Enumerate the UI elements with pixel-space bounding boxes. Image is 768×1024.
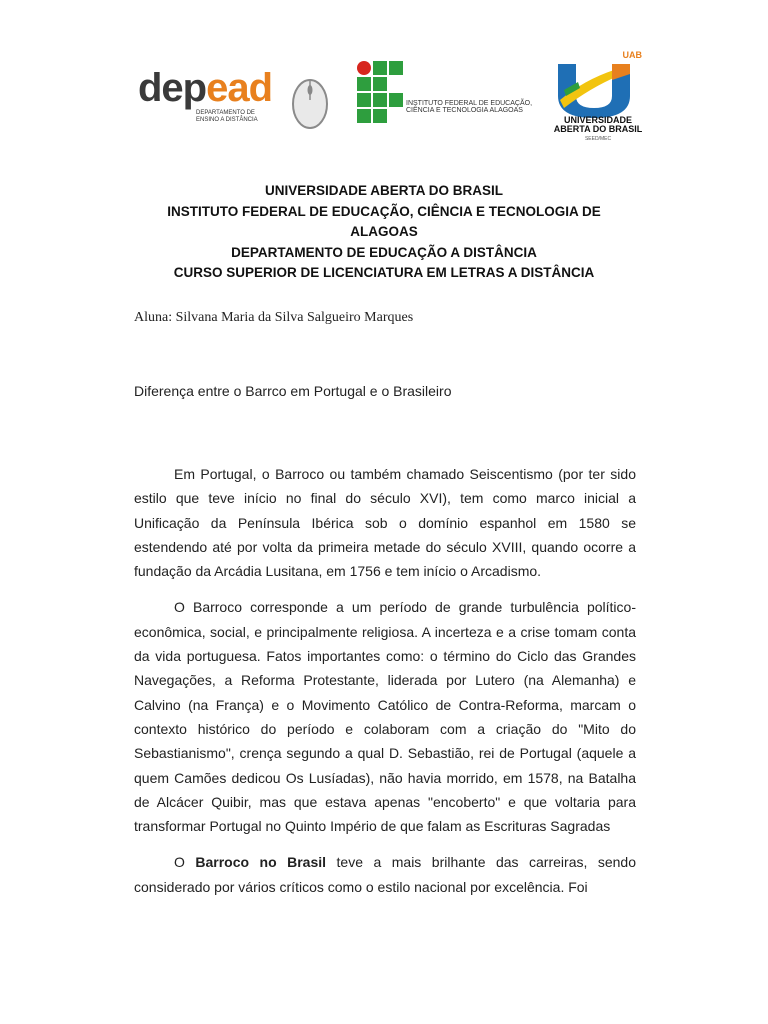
ifal-name: INSTITUTO FEDERAL DE EDUCAÇÃO, CIÊNCIA E TECNOLOGIA ALAGOAS <box>406 100 533 114</box>
paragraph: O Barroco no Brasil teve a mais brilhante das carreiras, sendo considerado por vários críticos como o estilo nacional por excelência. Foi <box>134 854 636 895</box>
depead-subtitle: DEPARTAMENTO DE ENSINO A DISTÂNCIA <box>196 110 258 123</box>
paragraph: O Barroco corresponde a um período de grande turbulência político-econômica, social, e principalmente religiosa. A incerteza e a crise tomam conta da vida portuguesa. Fatos importantes como: o término do Ciclo das Grandes Navegações, a Reforma Protestante, liderada por Lutero (na Alemanha) e Calvino (na França) e o Movimento Católico de Contra-Reforma, marcam o contexto histórico do período e colaboram com a criação do "Mito do Sebastianismo", crença segundo a qual D. Sebastião, rei de Portugal (aquele a quem Camões dedicou Os Lusíadas), não havia morrido, em 1578, na Batalha de Alcácer Quibir, mas que estava apenas "encoberto" e que voltaria para transformar Portugal no Quinto Império de que falam as Escrituras Sagradas <box>134 599 636 835</box>
uab-acronym: UAB <box>622 50 642 60</box>
ifal-logo <box>356 60 546 130</box>
depead-logo: depead DEPARTAMENTO DE ENSINO A DISTÂNCIA <box>138 68 338 138</box>
uab-name: UNIVERSIDADE ABERTA DO BRASIL <box>553 115 643 134</box>
bold-term: Barroco no Brasil <box>195 854 327 871</box>
paragraph: Em Portugal, o Barroco ou também chamado Seiscentismo (por ter sido estilo que teve início no final do século XVI), tem como marco inicial a Unificação da Península Ibérica sob o domínio espanhol em 1580 se estendendo até por volta da primeira metade do século XVIII, quando ocorre a fundação da Arcádia Lusitana, em 1756 e tem início o Arcadismo. <box>134 466 636 580</box>
uab-footer: SEED/MEC <box>584 136 612 142</box>
ifal-emblem-icon <box>356 60 404 126</box>
heading-line: UNIVERSIDADE ABERTA DO BRASIL <box>264 183 503 198</box>
heading-line: DEPARTAMENTO DE EDUCAÇÃO A DISTÂNCIA <box>231 244 537 260</box>
mouse-icon <box>286 74 334 130</box>
heading-line: ALAGOAS <box>350 224 418 239</box>
essay-body <box>134 462 636 899</box>
uab-logo <box>548 48 648 148</box>
student-name: Aluna: Silvana Maria da Silva Salgueiro Marques <box>134 310 414 325</box>
heading-line: INSTITUTO FEDERAL DE EDUCAÇÃO, CIÊNCIA E TECNOLOGIA DE <box>167 203 601 219</box>
header-logos <box>130 40 650 150</box>
heading-line: CURSO SUPERIOR DE LICENCIATURA EM LETRAS A DISTÂNCIA <box>173 265 595 280</box>
institution-heading <box>100 181 668 284</box>
essay-title: Diferença entre o Barrco em Portugal e o Brasileiro <box>134 383 452 399</box>
uab-emblem-icon <box>554 60 634 118</box>
